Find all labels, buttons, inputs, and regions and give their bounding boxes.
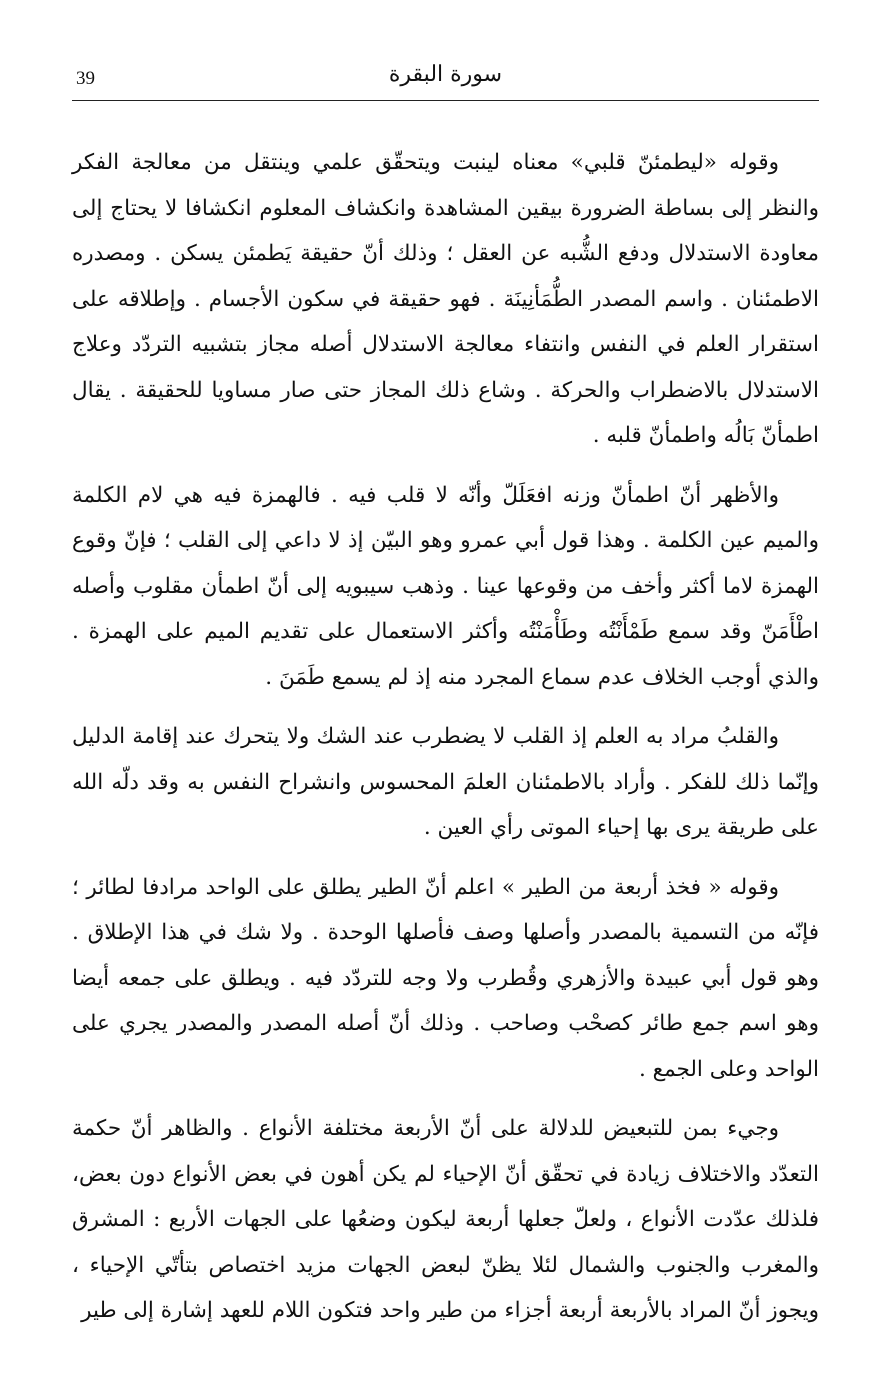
page-header [72,60,819,101]
page-number: 39 [76,68,95,89]
paragraph: وقوله « فخذ أربعة من الطير » اعلم أنّ الطير يطلق على الواحد مرادفا لطائر ؛ فإنّه من التسمية بالمصدر وأصلها وصف فأصلها الوحدة . ولا شك في هذا الإطلاق . وهو قول أبي عبيدة والأزهري وقُطرب ولا وجه للتردّد فيه . ويطلق على جمعه أيضا وهو اسم جمع طائر كصحْب وصاحب . وذلك أنّ أصله المصدر والمصدر يجري على الواحد وعلى الجمع . [72,874,819,1082]
running-title: سورة البقرة [388,62,503,87]
paragraph: والأظهر أنّ اطمأنّ وزنه افعَلَلّ وأنّه لا قلب فيه . فالهمزة فيه هي لام الكلمة والميم عين الكلمة . وهذا قول أبي عمرو وهو البيّن إذ لا داعي إلى القلب ؛ فإنّ وقوع الهمزة لاما أكثر وأخف من وقوعها عينا . وذهب سيبويه إلى أنّ اطمأن مقلوب وأصله اطْأَمَنّ وقد سمع طَمْأَنْتُه وطَأْمَنْتُه وأكثر الاستعمال على تقديم الميم على الهمزة . والذي أوجب الخلاف عدم سماع المجرد منه إذ لم يسمع طَمَنَ . [72,482,819,690]
paragraph: وقوله «ليطمئنّ قلبي» معناه لينبت ويتحقّق علمي وينتقل من معالجة الفكر والنظر إلى بساطة الضرورة بيقين المشاهدة وانكشاف المعلوم انكشافا لا يحتاج إلى معاودة الاستدلال ودفع الشُّبه عن العقل ؛ وذلك أنّ حقيقة يَطمئن يسكن . ومصدره الاطمئنان . واسم المصدر الطُّمَأنِينَة . فهو حقيقة في سكون الأجسام . وإطلاقه على استقرار العلم في النفس وانتفاء معالجة الاستدلال أصله مجاز بتشبيه التردّد وعلاج الاستدلال بالاضطراب والحركة . وشاع ذلك المجاز حتى صار مساويا للحقيقة . يقال اطمأنّ بَالُه واطمأنّ قلبه . [72,150,819,448]
paragraph: وجيء بمن للتبعيض للدلالة على أنّ الأربعة مختلفة الأنواع . والظاهر أنّ حكمة التعدّد والاختلاف زيادة في تحقّق أنّ الإحياء لم يكن أهون في بعض الأنواع دون بعض، فلذلك عدّدت الأنواع ، ولعلّ جعلها أربعة ليكون وضعُها على الجهات الأربع : المشرق والمغرب والجنوب والشمال لئلا يظنّ لبعض الجهات مزيد اختصاص بتأتّي الإحياء ، ويجوز أنّ المراد بالأربعة أربعة أجزاء من طير واحد فتكون اللام للعهد إشارة إلى طير [72,1116,819,1323]
page-body [72,140,819,1348]
paragraph: والقلبُ مراد به العلم إذ القلب لا يضطرب عند الشك ولا يتحرك عند إقامة الدليل وإنّما ذلك للفكر . وأراد بالاطمئنان العلمَ المحسوس وانشراح النفس به وقد دلّه الله على طريقة يرى بها إحياء الموتى رأي العين . [72,724,819,840]
